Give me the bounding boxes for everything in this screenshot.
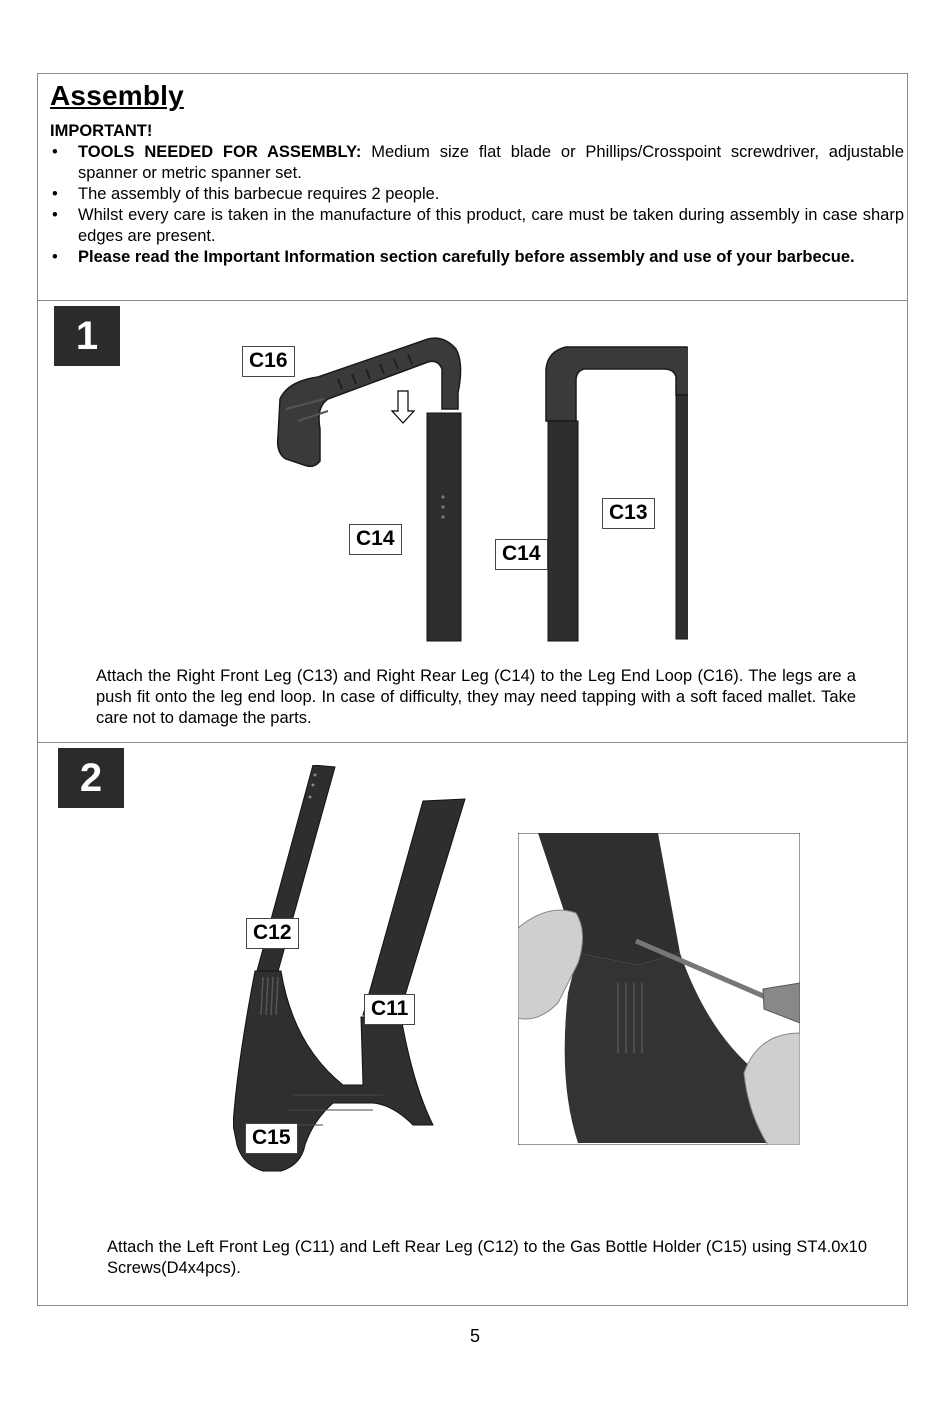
bullet-icon: • bbox=[52, 143, 58, 161]
bullet-icon: • bbox=[52, 206, 58, 224]
assembled-loop bbox=[546, 347, 688, 421]
label-c15: C15 bbox=[245, 1123, 298, 1154]
rear-leg-c14-right bbox=[548, 421, 578, 641]
bullet-text: Whilst every care is taken in the manufacture of this product, care must be taken during assembly in case sharp edges are present. bbox=[78, 206, 904, 245]
label-c16: C16 bbox=[242, 346, 295, 377]
step-1-illustration bbox=[268, 329, 688, 644]
rear-leg-c14-left bbox=[427, 413, 461, 641]
bullet-text: Medium size flat blade or Phillips/Crosspoint screwdriver, adjustable spanner or metric spanner set. bbox=[78, 143, 904, 182]
label-c14-right: C14 bbox=[495, 539, 548, 570]
bullet-bold: TOOLS NEEDED FOR ASSEMBLY: bbox=[78, 143, 362, 161]
step-1-number: 1 bbox=[54, 306, 120, 366]
step-2-illustration bbox=[233, 765, 473, 1185]
important-section bbox=[38, 74, 907, 301]
bullet-sharp-edges bbox=[50, 205, 904, 247]
bullet-bold: Please read the Important Information section carefully before assembly and use of your barbecue. bbox=[78, 248, 855, 266]
screwdriver-detail-photo bbox=[518, 833, 800, 1145]
important-heading: IMPORTANT! bbox=[50, 122, 153, 140]
important-list bbox=[50, 142, 904, 268]
label-c13: C13 bbox=[602, 498, 655, 529]
page-title: Assembly bbox=[50, 80, 184, 111]
bullet-icon: • bbox=[52, 185, 58, 203]
page-number: 5 bbox=[469, 1326, 480, 1346]
step-1-caption: Attach the Right Front Leg (C13) and Right Rear Leg (C14) to the Leg End Loop (C16). The legs are a push fit onto the leg end loop. In case of difficulty, they may need tapping with a soft faced mallet. Take care not to damage the parts. bbox=[96, 667, 856, 727]
step-2-section bbox=[38, 743, 907, 1306]
bullet-icon: • bbox=[52, 248, 58, 266]
label-c11: C11 bbox=[364, 994, 415, 1025]
step-2-caption: Attach the Left Front Leg (C11) and Left Rear Leg (C12) to the Gas Bottle Holder (C15) using ST4.0x10 Screws(D4x4pcs). bbox=[107, 1238, 867, 1277]
bullet-read-info bbox=[50, 247, 904, 268]
assembly-frame bbox=[37, 73, 908, 1306]
bullet-tools bbox=[50, 142, 904, 184]
front-leg-c11 bbox=[363, 799, 465, 1015]
step-2-number: 2 bbox=[58, 748, 124, 808]
bullet-people bbox=[50, 184, 904, 205]
bullet-text: The assembly of this barbecue requires 2 people. bbox=[78, 185, 440, 203]
label-c14-left: C14 bbox=[349, 524, 402, 555]
front-leg-c13 bbox=[676, 395, 688, 639]
step-1-section bbox=[38, 301, 907, 743]
label-c12: C12 bbox=[246, 918, 299, 949]
down-arrow-icon bbox=[392, 391, 414, 423]
